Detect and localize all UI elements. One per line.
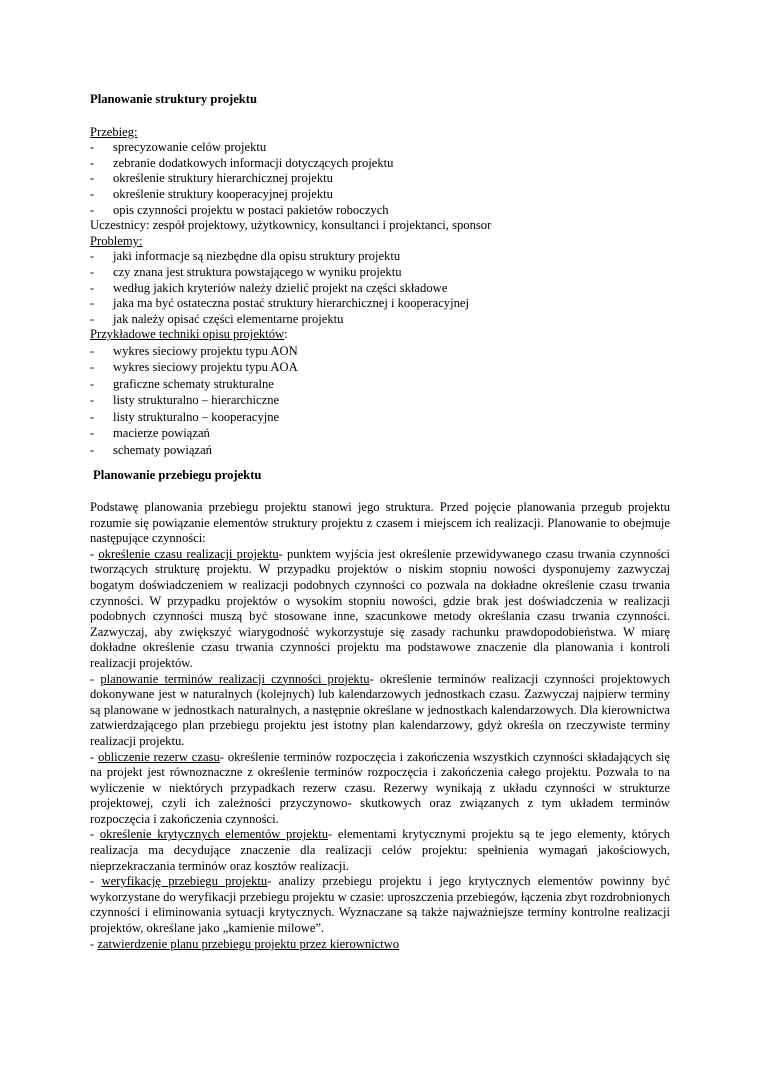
list-item: - jaka ma być ostateczna postać struktury hierarchicznej i kooperacyjnej [90,296,670,312]
item-term: określenie krytycznych elementów projektu [99,827,329,842]
techniki-colon: : [284,327,288,342]
activity-item [90,750,670,828]
list-item: - listy strukturalno – kooperacyjne [90,409,670,426]
list-item: - schematy powiązań [90,442,670,459]
list-item: - macierze powiązań [90,425,670,442]
activity-item [90,547,670,672]
list-item: - opis czynności projektu w postaci pakietów roboczych [90,203,670,219]
list-item: - sprecyzowanie celów projektu [90,140,670,156]
section-title-struktura: Planowanie struktury projektu [90,92,257,106]
techniki-label: Przykładowe techniki opisu projektów [90,327,285,342]
activity-item [90,672,670,750]
list-item: - czy znana jest struktura powstającego w wyniku projektu [90,265,670,281]
activity-item [90,874,670,936]
list-item: - jak należy opisać części elementarne projektu [90,312,670,328]
activity-item [90,827,670,874]
item-text: - elementami krytycznymi projektu są te jego elementy, których realizacja ma decydujące znaczenie dla realizacji celów projektu: spełnienia wymagań jakościowych, nieprzekraczania terminów oraz kosztów realizacji. [90,827,670,873]
techniki-heading [90,327,670,343]
item-prefix: - [90,936,98,951]
item-prefix: - [90,546,99,561]
list-item: - wykres sieciowy projektu typu AOA [90,359,670,376]
item-prefix: - [90,671,101,686]
item-term: planowanie terminów realizacji czynności projektu [100,671,370,686]
list-item: - jaki informacje są niezbędne dla opisu struktury projektu [90,249,670,265]
activity-item [90,937,670,953]
problemy-list [90,249,670,327]
list-item: - wykres sieciowy projektu typu AON [90,343,670,360]
document-page [90,92,670,952]
list-item: - określenie struktury kooperacyjnej projektu [90,187,670,203]
przebieg-label: Przebieg: [90,124,138,139]
list-item: - według jakich kryteriów należy dzielić projekt na części składowe [90,281,670,297]
item-term: weryfikację przebiegu projektu [101,874,268,889]
list-item: - graficzne schematy strukturalne [90,376,670,393]
item-text: - określenie terminów realizacji czynności projektowych dokonywane jest w naturalnych (kolejnych) lub kalendarzowych jednostkach czasu. Zazwyczaj najpierw terminy są planowane w jednostkach naturalnych, a następnie określane w jednostkach kalendarzowych. Dla kierownictwa zatwierdzającego plan przebiegu projektu jest istotny plan kalendarzowy, gdyż określa on rzeczywiste terminy realizacji projektu. [90,671,671,748]
item-prefix: - [90,874,102,889]
uczestnicy-line: Uczestnicy: zespół projektowy, użytkownicy, konsultanci i projektanci, sponsor [90,218,492,233]
item-term: określenie czasu realizacji projektu [98,546,279,561]
section-title-przebieg: Planowanie przebiegu projektu [93,468,262,483]
item-prefix: - [90,827,100,842]
item-text: - określenie terminów rozpoczęcia i zakończenia wszystkich czynności składających się na projekt jest równoznaczne z określenie terminów rozpoczęcia i zakończenia całego projektu. Pozwala to na wyliczenie w niektórych przypadkach rezerw czasu. Rezerwy wynikają z układu czynności w strukturze projektowej, czyli ich zależności przyczynowo- skutkowych oraz związanych z tym układem terminów rozpoczęcia i zakończenia czynności. [90,749,670,826]
list-item: - zebranie dodatkowych informacji dotyczących projektu [90,156,670,172]
item-text: - punktem wyjścia jest określenie przewidywanego czasu trwania czynności tworzących strukturę projektu. W przypadku projektów o niskim stopniu nowości dysponujemy zazwyczaj bogatym doświadczeniem w realizacji podobnych czynności co pozwala na dokładne określenie czasu trwania czynności. W przypadku projektów o wysokim stopniu nowości, gdzie brak jest doświadczenia w realizacji podobnych czynności muszą być stosowane inne, szacunkowe metody określania czasu trwania czynności. Zazwyczaj, aby zwiększyć wiarygodność wykorzystuje się zasady rachunku prawdopodobieństwa. W miarę dokładne określenie czasu trwania czynności projektu ma podstawowe znaczenie dla planowania i kontroli realizacji projektów. [90,546,670,670]
przebieg-list [90,140,670,218]
problemy-label: Problemy: [90,233,143,248]
item-text: - analizy przebiegu projektu i jego krytycznych elementów powinny być wykorzystane do weryfikacji przebiegu projektu w czasie: uproszczenia przebiegów, łączenia zbyt rozdrobnionych czynności i eliminowania sytuacji krytycznych. Wyznaczane są także najważniejsze terminy kontrolne realizacji projektów, określane jako „kamienie milowe”. [90,874,670,936]
list-item: - listy strukturalno – hierarchiczne [90,392,670,409]
list-item: - określenie struktury hierarchicznej projektu [90,171,670,187]
item-term: obliczenie rezerw czasu [98,749,220,764]
item-term: zatwierdzenie planu przebiegu projektu przez kierownictwo [97,936,400,951]
techniki-list [90,343,670,459]
item-prefix: - [90,749,99,764]
intro-paragraph: Podstawę planowania przebiegu projektu stanowi jego struktura. Przed pojęcie planowania przegub projektu rozumie się powiązanie elementów struktury projektu z czasem i miejscem ich realizacji. Planowanie to obejmuje następujące czynności: [90,500,670,546]
